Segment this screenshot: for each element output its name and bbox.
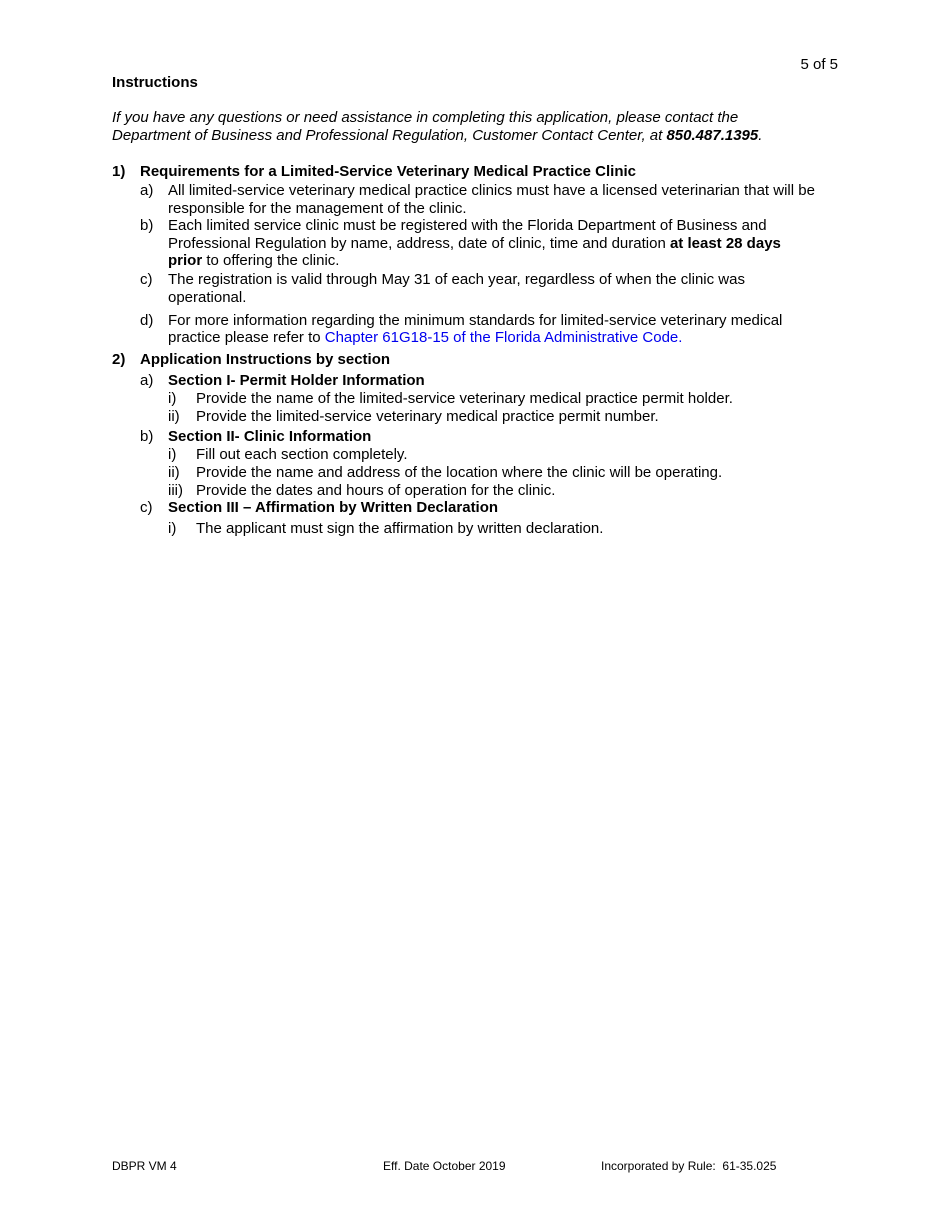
- deadline-emphasis: at least 28 days: [669, 235, 781, 252]
- sub-item-label: i): [168, 520, 177, 537]
- item-label: a): [140, 182, 154, 199]
- section-2-title: Application Instructions by section: [140, 351, 391, 368]
- item-label: c): [140, 499, 153, 516]
- section-2-number: 2): [112, 351, 126, 368]
- sub-item-text: Provide the limited-service veterinary medical practice permit number.: [196, 408, 659, 425]
- footer-form-id: DBPR VM 4: [112, 1159, 177, 1173]
- footer-rule: Incorporated by Rule: 61-35.025: [601, 1159, 777, 1173]
- item-text: All limited-service veterinary medical practice clinics must have a licensed veterinarian that will be: [168, 182, 815, 199]
- intro-text: If you have any questions or need assistance in completing this application, please contact the Department of Business and Professional Regulation, Customer Contact Center, at: [112, 109, 739, 144]
- section-1-title: Requirements for a Limited-Service Veterinary Medical Practice Clinic: [140, 163, 637, 180]
- admin-code-link[interactable]: Chapter 61G18-15 of the Florida Administrative Code.: [324, 329, 683, 346]
- item-text: The registration is valid through May 31 of each year, regardless of when the clinic was: [168, 271, 745, 288]
- subsection-title: Section II- Clinic Information: [168, 428, 372, 445]
- item-text: Each limited service clinic must be registered with the Florida Department of Business and: [168, 217, 767, 234]
- sub-item-label: iii): [168, 482, 183, 499]
- item-label: c): [140, 271, 153, 288]
- item-text: [168, 252, 339, 270]
- page-number: 5 of 5: [800, 56, 838, 73]
- intro-end: .: [758, 127, 763, 144]
- item-label: b): [140, 428, 154, 445]
- sub-item-label: i): [168, 446, 177, 463]
- section-1-number: 1): [112, 163, 126, 180]
- item-text-part: practice please refer to: [168, 329, 321, 346]
- sub-item-label: ii): [168, 408, 180, 425]
- intro-paragraph: [112, 109, 812, 145]
- item-text: For more information regarding the minimum standards for limited-service veterinary medical: [168, 312, 783, 329]
- footer-effective-date: Eff. Date October 2019: [383, 1159, 506, 1173]
- phone-number: 850.487.1395: [666, 127, 759, 144]
- sub-item-text: Provide the dates and hours of operation for the clinic.: [196, 482, 556, 499]
- deadline-emphasis: prior: [168, 252, 203, 269]
- item-text: responsible for the management of the clinic.: [168, 200, 467, 217]
- sub-item-text: Provide the name of the limited-service veterinary medical practice permit holder.: [196, 390, 733, 407]
- item-text: [168, 329, 682, 347]
- item-label: a): [140, 372, 154, 389]
- item-label: b): [140, 217, 154, 234]
- subsection-title: Section I- Permit Holder Information: [168, 372, 425, 389]
- page-title: Instructions: [112, 74, 198, 91]
- subsection-title: Section III – Affirmation by Written Declaration: [168, 499, 499, 516]
- sub-item-label: ii): [168, 464, 180, 481]
- item-text: [168, 235, 781, 253]
- sub-item-text: The applicant must sign the affirmation by written declaration.: [196, 520, 604, 537]
- item-text-part: to offering the clinic.: [206, 252, 340, 269]
- item-text: operational.: [168, 289, 247, 306]
- item-text-part: Professional Regulation by name, address, date of clinic, time and duration: [168, 235, 666, 252]
- sub-item-text: Fill out each section completely.: [196, 446, 408, 463]
- sub-item-text: Provide the name and address of the location where the clinic will be operating.: [196, 464, 723, 481]
- sub-item-label: i): [168, 390, 177, 407]
- item-label: d): [140, 312, 154, 329]
